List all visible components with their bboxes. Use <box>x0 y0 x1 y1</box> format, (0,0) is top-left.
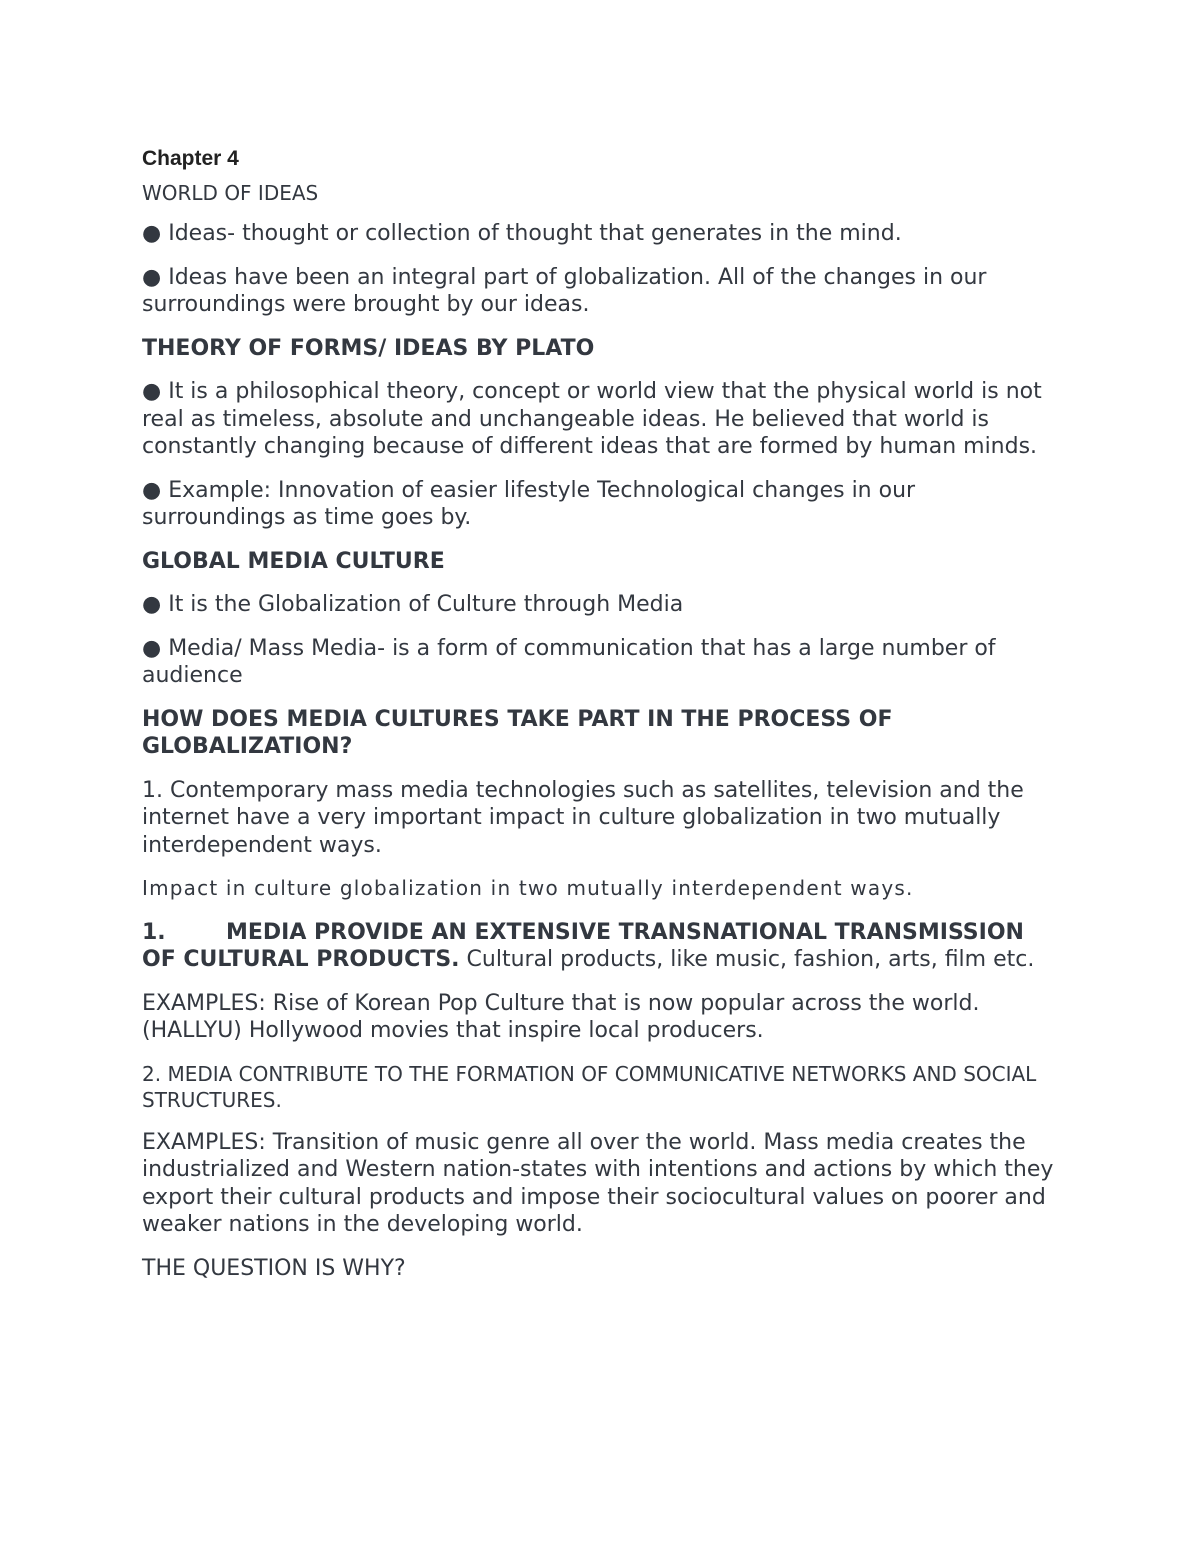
bullet-icon: ● <box>142 592 162 617</box>
list-item <box>142 264 1062 319</box>
examples-1-paragraph: EXAMPLES: Rise of Korean Pop Culture that is now popular across the world. (HALLYU) Hollywood movies that inspire local producers. <box>142 990 980 1043</box>
list-item <box>142 477 1062 532</box>
chapter-title: Chapter 4 <box>142 147 239 170</box>
bullet-text: It is the Globalization of Culture through Media <box>168 592 684 617</box>
heading-how-media-cultures: HOW DOES MEDIA CULTURES TAKE PART IN THE PROCESS OF GLOBALIZATION? <box>142 706 893 759</box>
examples-2-paragraph: EXAMPLES: Transition of music genre all over the world. Mass media creates the industrialized and Western nation-states with intentions and actions by which they export their cultural products and impose their sociocultural values on poorer and weaker nations in the developing world. <box>142 1129 1054 1237</box>
heading-global-media-culture: GLOBAL MEDIA CULTURE <box>142 548 445 574</box>
point-1-paragraph: 1. Contemporary mass media technologies such as satellites, television and the internet have a very important impact in culture globalization in two mutually interdependent ways. <box>142 777 1024 858</box>
item-1-text: Cultural products, like music, fashion, arts, film etc. <box>459 947 1035 972</box>
item-1-paragraph <box>142 919 1062 974</box>
item-1-number: 1. <box>142 919 166 945</box>
bullet-text: Example: Innovation of easier lifestyle Technological changes in our surroundings as time goes by. <box>142 477 916 530</box>
closing-question: THE QUESTION IS WHY? <box>142 1255 406 1281</box>
list-item <box>142 635 1062 690</box>
section-world-of-ideas: WORLD OF IDEAS <box>142 181 319 205</box>
heading-theory-of-forms: THEORY OF FORMS/ IDEAS BY PLATO <box>142 335 595 361</box>
bullet-text: Media/ Mass Media- is a form of communication that has a large number of audience <box>142 635 996 688</box>
item-2-heading: 2. MEDIA CONTRIBUTE TO THE FORMATION OF COMMUNICATIVE NETWORKS AND SOCIAL STRUCTURES. <box>142 1061 1037 1112</box>
bullet-icon: ● <box>142 635 162 661</box>
item-1-heading-text: MEDIA PROVIDE AN EXTENSIVE TRANSNATIONAL TRANSMISSION OF CULTURAL PRODUCTS. <box>142 919 1024 972</box>
list-item <box>142 220 1062 248</box>
bullet-text: Ideas- thought or collection of thought that generates in the mind. <box>168 221 902 246</box>
impact-line: Impact in culture globalization in two mutually interdependent ways. <box>142 876 914 900</box>
document-page <box>142 140 1062 1298</box>
bullet-icon: ● <box>142 379 162 404</box>
bullet-icon: ● <box>142 477 162 503</box>
list-item <box>142 378 1062 461</box>
bullet-text: It is a philosophical theory, concept or world view that the physical world is not real as timeless, absolute and unchangeable ideas. He believed that world is constantly changing because of different ideas that are formed by human minds. <box>142 379 1042 459</box>
bullet-icon: ● <box>142 264 162 290</box>
bullet-icon: ● <box>142 221 162 246</box>
list-item <box>142 591 1062 619</box>
bullet-text: Ideas have been an integral part of globalization. All of the changes in our surroundings were brought by our ideas. <box>142 264 987 317</box>
